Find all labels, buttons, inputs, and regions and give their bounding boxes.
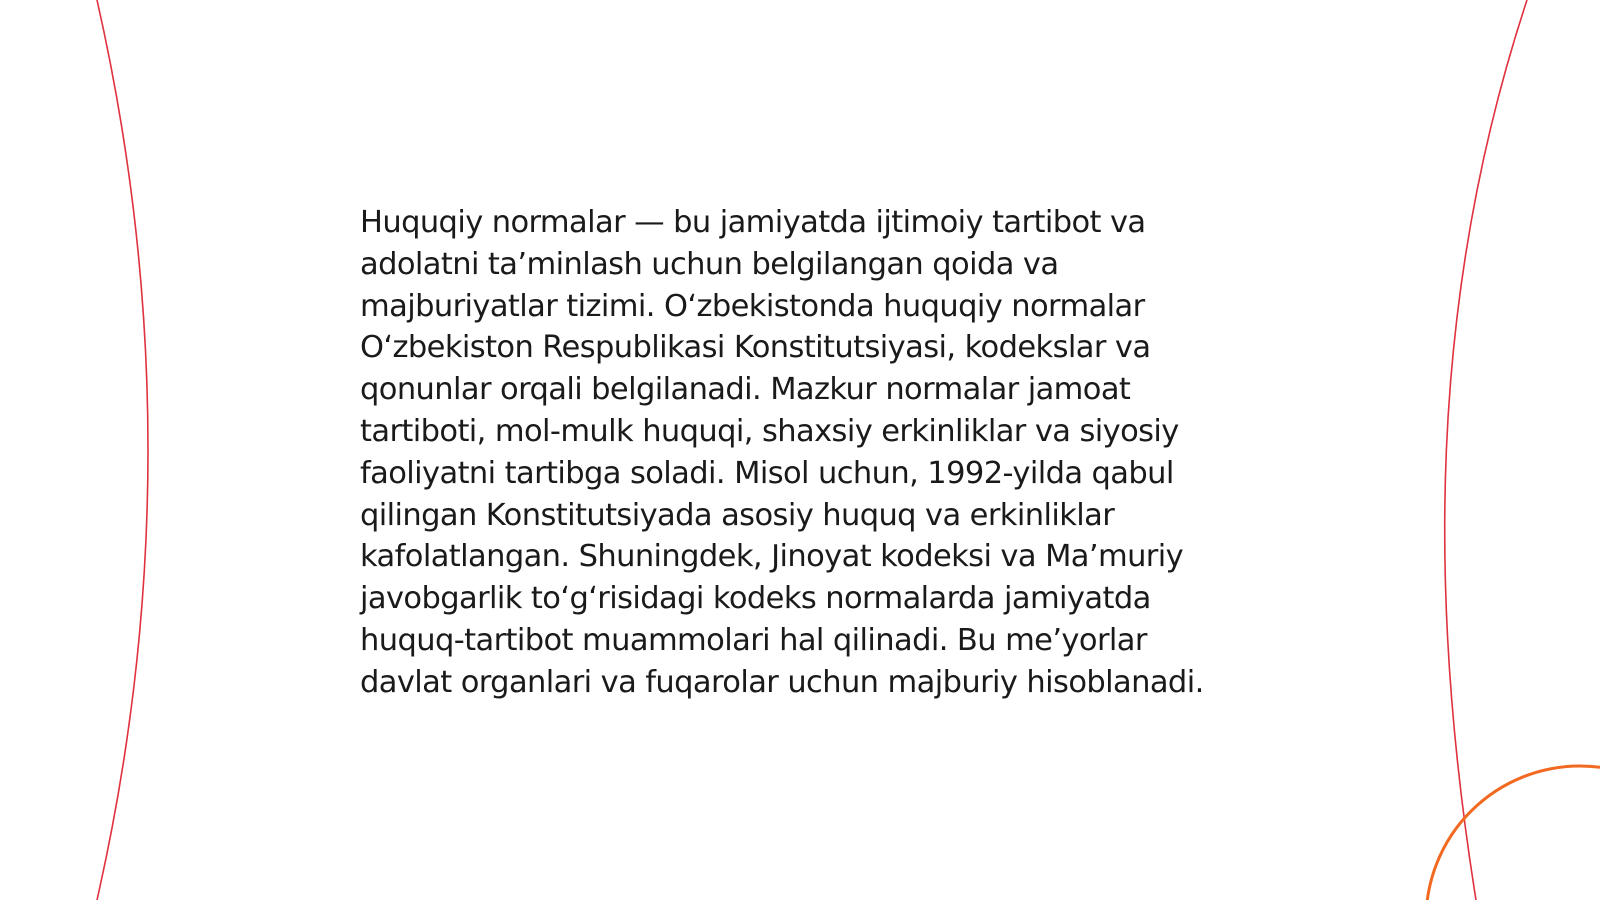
left-arc-line xyxy=(97,0,148,900)
body-paragraph: Huquqiy normalar — bu jamiyatda ijtimoiy tartibot va adolatni ta’minlash uchun belgilangan qoida va majburiyatlar tizimi. O‘zbekistonda huquqiy normalar O‘zbekiston Respublikasi Konstitutsiyasi, kodekslar va qonunlar orqali belgilanadi. Mazkur normalar jamoat tartiboti, mol-mulk huquqi, shaxsiy erkinliklar va siyosiy faoliyatni tartibga soladi. Misol uchun, 1992-yilda qabul qilingan Konstitutsiyada asosiy huquq va erkinliklar kafolatlangan. Shuningdek, Jinoyat kodeksi va Ma’muriy javobgarlik to‘g‘risidagi kodeks normalarda jamiyatda huquq-tartibot muammolari hal qilinadi. Bu me’yorlar davlat organlari va fuqarolar uchun majburiy hisoblanadi. xyxy=(360,205,1204,700)
accent-circle xyxy=(1426,766,1600,900)
right-arc-line xyxy=(1445,0,1527,900)
